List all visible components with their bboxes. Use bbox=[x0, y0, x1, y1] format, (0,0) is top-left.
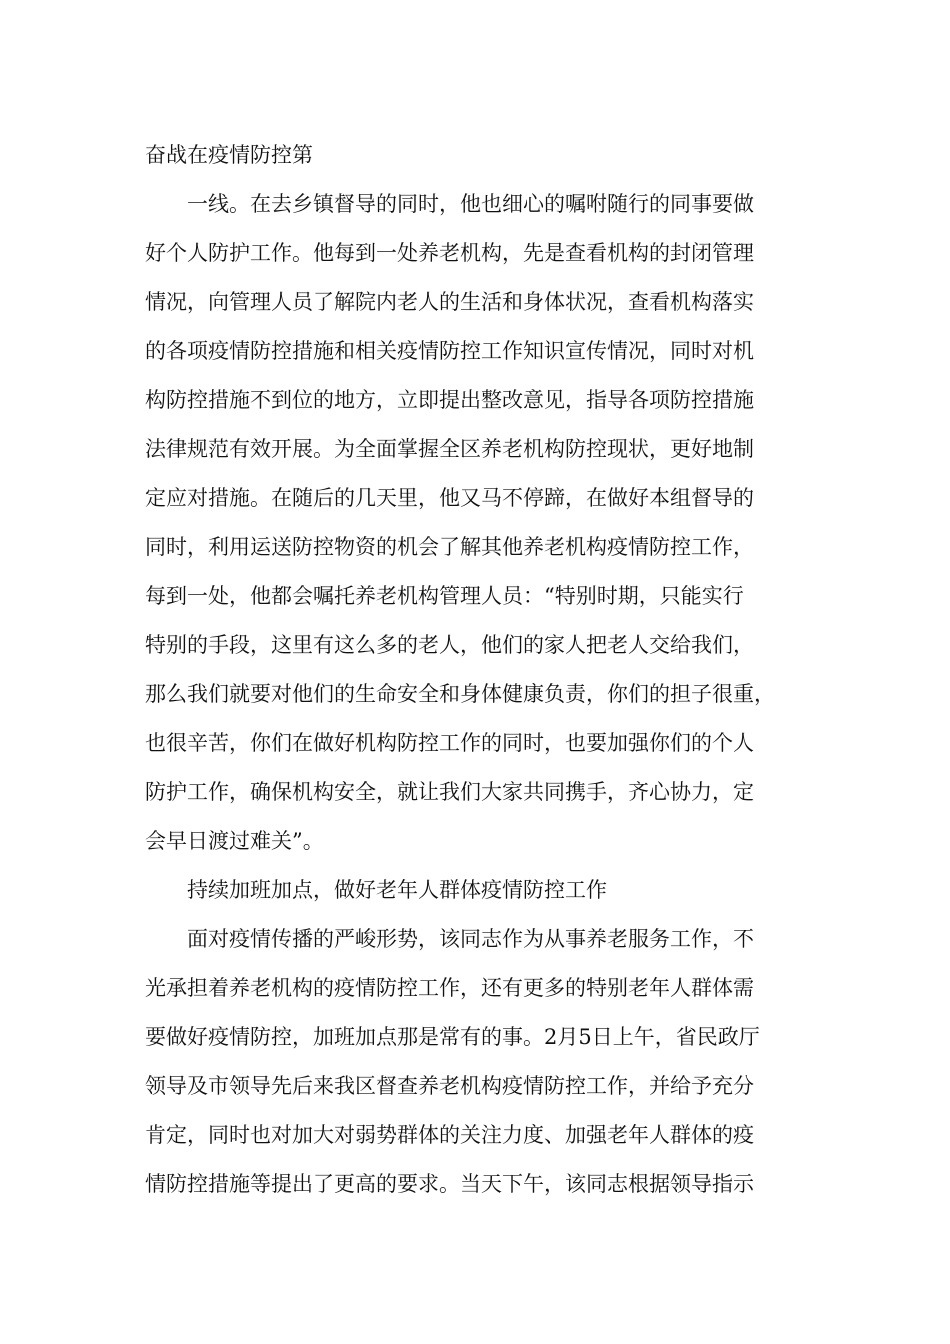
text-line: 光承担着养老机构的疫情防控工作，还有更多的特别老年人群体需 bbox=[145, 976, 754, 1000]
text-line: 同时，利用运送防控物资的机会了解其他养老机构疫情防控工作， bbox=[145, 535, 754, 559]
text-line: 也很辛苦，你们在做好机构防控工作的同时，也要加强你们的个人 bbox=[145, 731, 754, 755]
text-line: 情况，向管理人员了解院内老人的生活和身体状况，查看机构落实 bbox=[145, 290, 754, 314]
section-heading: 持续加班加点，做好老年人群体疫情防控工作 bbox=[145, 878, 607, 902]
text-line: 奋战在疫情防控第 bbox=[145, 143, 313, 167]
text-line: 法律规范有效开展。为全面掌握全区养老机构防控现状，更好地制 bbox=[145, 437, 754, 461]
text-line: 防护工作，确保机构安全，就让我们大家共同携手，齐心协力，定 bbox=[145, 780, 754, 804]
text-line: 好个人防护工作。他每到一处养老机构，先是查看机构的封闭管理 bbox=[145, 241, 754, 265]
body-text bbox=[145, 131, 825, 1209]
text-line: 会早日渡过难关”。 bbox=[145, 829, 324, 853]
text-line: 构防控措施不到位的地方，立即提出整改意见，指导各项防控措施 bbox=[145, 388, 754, 412]
text-line: 那么我们就要对他们的生命安全和身体健康负责，你们的担子很重， bbox=[145, 682, 775, 706]
text-line: 特别的手段，这里有这么多的老人，他们的家人把老人交给我们， bbox=[145, 633, 754, 657]
text-line: 定应对措施。在随后的几天里，他又马不停蹄，在做好本组督导的 bbox=[145, 486, 754, 510]
text-line: 每到一处，他都会嘱托养老机构管理人员：“特别时期，只能实行 bbox=[145, 584, 744, 608]
text-line: 肯定，同时也对加大对弱势群体的关注力度、加强老年人群体的疫 bbox=[145, 1123, 754, 1147]
text-line: 的各项疫情防控措施和相关疫情防控工作知识宣传情况，同时对机 bbox=[145, 339, 754, 363]
text-line: 一线。在去乡镇督导的同时，他也细心的嘱咐随行的同事要做 bbox=[145, 192, 754, 216]
text-line: 面对疫情传播的严峻形势，该同志作为从事养老服务工作，不 bbox=[145, 927, 754, 951]
text-line: 领导及市领导先后来我区督查养老机构疫情防控工作，并给予充分 bbox=[145, 1074, 754, 1098]
text-line: 要做好疫情防控，加班加点那是常有的事。2月5日上午，省民政厅 bbox=[145, 1025, 760, 1049]
text-line: 情防控措施等提出了更高的要求。当天下午，该同志根据领导指示 bbox=[145, 1172, 754, 1196]
